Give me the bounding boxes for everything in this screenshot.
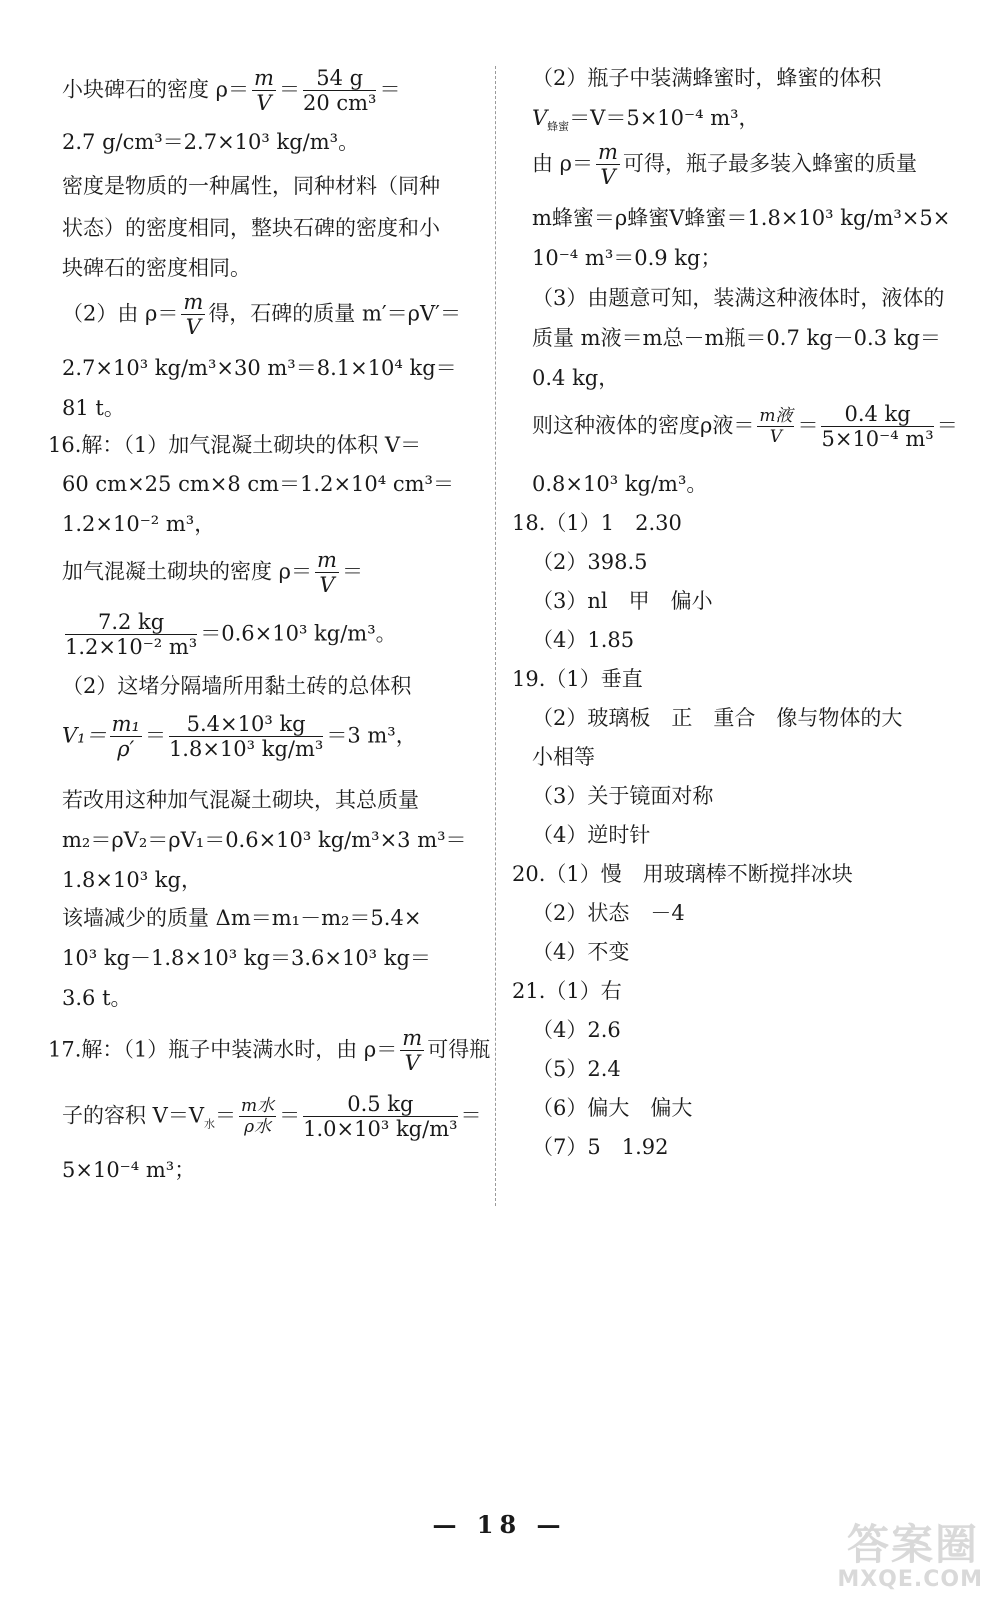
line: （2）瓶子中装满蜂蜜时，蜂蜜的体积	[532, 66, 882, 90]
line: 60 cm×25 cm×8 cm＝1.2×10⁴ cm³＝	[62, 472, 454, 496]
line: 10³ kg－1.8×10³ kg＝3.6×10³ kg＝	[62, 946, 431, 970]
line: （2）玻璃板 正 重合 像与物体的大	[532, 706, 903, 730]
line: $V_{蜂蜜}=V=5\times 10^{-4}$ m³，	[532, 106, 760, 134]
line: （4）1.85	[532, 628, 635, 652]
line: 1.8×10³ kg，	[62, 868, 202, 892]
column-divider	[495, 66, 496, 1206]
line: 20.（1）慢 用玻璃棒不断搅拌冰块	[512, 862, 853, 886]
fraction: $\frac{\text{5.4×10³ kg}}{\text{1.8×10³ kg/m³}}$	[168, 712, 324, 761]
watermark-text: 答案圈	[846, 1520, 979, 1569]
fraction: $\frac{m}{V}$	[317, 548, 337, 597]
line: （3）nl 甲 偏小	[532, 589, 713, 613]
line: （2）这堵分隔墙所用黏土砖的总体积	[62, 674, 412, 698]
line: 21.（1）右	[512, 979, 622, 1003]
fraction: $\frac{m}{V}$	[254, 66, 274, 115]
fraction: $\frac{0.5 kg}{\text{1.0×10³ kg/m³}}$	[303, 1092, 458, 1141]
line: m蜂蜜＝ρ蜂蜜V蜂蜜＝1.8×10³ kg/m³×5×	[532, 206, 951, 230]
watermark-logo	[812, 1512, 987, 1592]
line: 10⁻⁴ m³＝0.9 kg；	[532, 246, 722, 270]
line: 状态）的密度相同，整块石碑的密度和小	[62, 216, 440, 240]
fraction: $\frac{7.2 kg}{\text{1.2×10⁻² m³}}$	[65, 610, 198, 659]
line: （4）逆时针	[532, 823, 651, 847]
line: 18.（1）1 2.30	[512, 511, 682, 535]
fraction: $\frac{m}{V}$	[402, 1026, 423, 1075]
line: （2）状态 －4	[532, 901, 685, 925]
fraction: $\frac{0.4 kg}{\text{5×10⁻⁴ m³}}$	[821, 402, 934, 451]
line: 密度是物质的一种属性，同种材料（同种	[62, 174, 440, 198]
line: （6）偏大 偏大	[532, 1096, 693, 1120]
fraction: $\frac{\text{m液}}{V}$	[759, 406, 793, 447]
line: （3）关于镜面对称	[532, 784, 714, 808]
line: 2.7 g/cm³＝2.7×10³ kg/m³。	[62, 130, 360, 154]
page-number: — 18 —	[432, 1510, 567, 1539]
line: （2）由 ρ＝ $\frac{m}{V}$ 得，石碑的质量 m′＝ρV′＝	[62, 290, 461, 339]
fraction: $\frac{\text{m水}}{\text{ρ水}}$	[241, 1096, 275, 1137]
line: 该墙减少的质量 Δm＝m₁－m₂＝5.4×	[62, 906, 422, 930]
line: （3）由题意可知，装满这种液体时，液体的	[532, 286, 945, 310]
fraction: $\frac{m}{V}$	[598, 140, 618, 189]
line: 1.2×10⁻² m³，	[62, 512, 216, 536]
line: 0.8×10³ kg/m³。	[532, 472, 708, 496]
line: 子的容积 $V=V_水=$ $\frac{\text{m水}}{\text{ρ水}}$ ＝ $\frac{0.5 kg}{\text{1.0×10³ kg/m³}}$ ＝	[62, 1092, 482, 1141]
line: （5）2.4	[532, 1057, 621, 1081]
line: 17.解：（1）瓶子中装满水时，由 ρ＝ $\frac{m}{V}$ 可得瓶	[48, 1026, 491, 1075]
line: 加气混凝土砌块的密度 ρ＝ $\frac{m}{V}$ ＝	[62, 548, 363, 597]
line: 2.7×10³ kg/m³×30 m³＝8.1×10⁴ kg＝	[62, 356, 457, 380]
fraction: $\frac{m}{V}$	[183, 290, 204, 339]
line: 由 ρ＝ $\frac{m}{V}$ 可得，瓶子最多装入蜂蜜的质量	[532, 140, 917, 189]
line: 5×10⁻⁴ m³；	[62, 1158, 196, 1182]
line: 块碑石的密度相同。	[62, 256, 251, 280]
line: 小块碑石的密度 ρ＝ $\frac{m}{V}$ ＝ $\frac{54 g}{\text{20 cm³}}$ ＝	[62, 66, 401, 115]
line: V₁＝ $\frac{\text{m₁}}{\rho'}$ ＝ $\frac{\text{5.4×10³ kg}}{\text{1.8×10³ kg/m³}}$ ＝3 m³，	[62, 712, 417, 761]
line: （7）5 1.92	[532, 1135, 669, 1159]
line: （2）398.5	[532, 550, 648, 574]
line: 19.（1）垂直	[512, 667, 643, 691]
fraction: $\frac{54 g}{\text{20 cm³}}$	[302, 66, 377, 115]
line: $\frac{7.2 kg}{\text{1.2×10⁻² m³}}$ ＝0.6×10³ kg/m³。	[65, 610, 397, 659]
watermark-url: MXQE.COM	[837, 1567, 983, 1592]
line: 0.4 kg，	[532, 366, 620, 390]
line: （4）不变	[532, 940, 630, 964]
line: 3.6 t。	[62, 986, 132, 1010]
line: 则这种液体的密度ρ液＝ $\frac{\text{m液}}{V}$ ＝ $\frac{0.4 kg}{\text{5×10⁻⁴ m³}}$ ＝	[532, 402, 958, 451]
line: （4）2.6	[532, 1018, 621, 1042]
line: m₂＝ρV₂＝ρV₁＝0.6×10³ kg/m³×3 m³＝	[62, 828, 467, 852]
line: 质量 m液＝m总－m瓶＝0.7 kg－0.3 kg＝	[532, 326, 941, 350]
line: 若改用这种加气混凝土砌块，其总质量	[62, 788, 419, 812]
line: 16.解：（1）加气混凝土砌块的体积 V＝	[48, 433, 422, 457]
fraction: $\frac{\text{m₁}}{\rho'}$	[111, 712, 140, 761]
line: 小相等	[532, 745, 595, 769]
line: 81 t。	[62, 396, 125, 420]
